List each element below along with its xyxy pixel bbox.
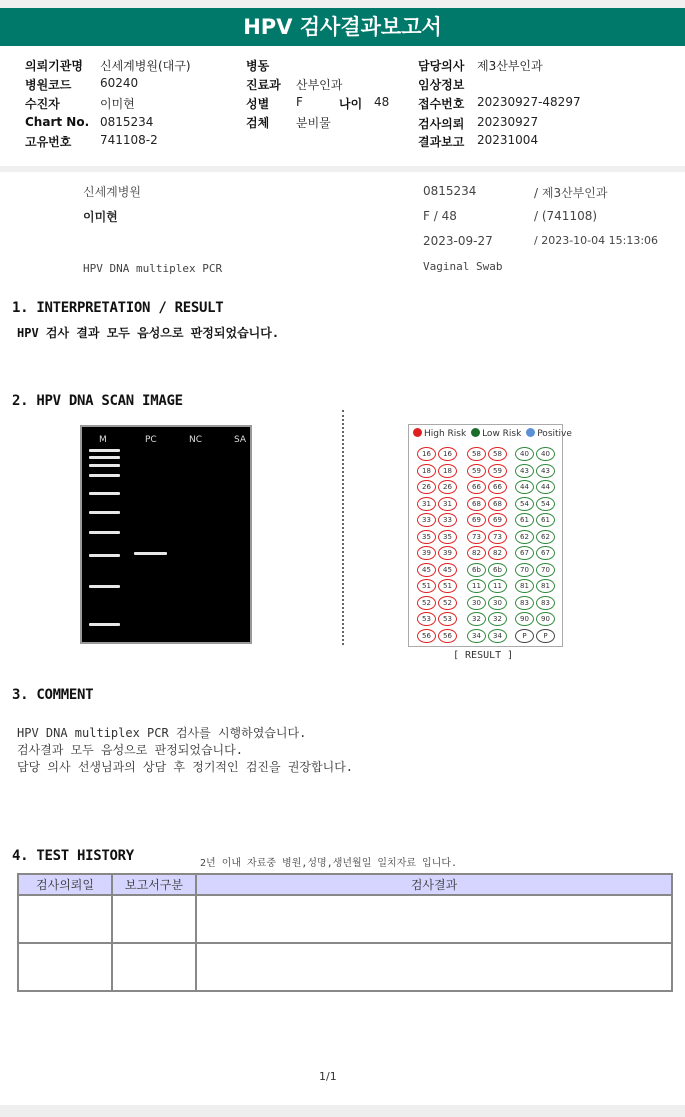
gel-image <box>80 425 252 644</box>
comment-line: 검사결과 모두 음성으로 판정되었습니다. <box>17 743 243 757</box>
gel-lane-label: PC <box>145 435 157 445</box>
hpv-type-cell: 82 <box>467 546 486 560</box>
marker-band <box>89 474 120 477</box>
hpv-type-cell: 39 <box>438 546 457 560</box>
top-strip <box>0 0 685 8</box>
hpv-type-cell: 67 <box>536 546 555 560</box>
info-sex-age: F / 48 <box>423 209 457 223</box>
table-cell <box>112 943 196 991</box>
hpv-type-cell: 33 <box>438 513 457 527</box>
hpv-type-cell: 61 <box>515 513 534 527</box>
hpv-type-cell: 62 <box>515 530 534 544</box>
hpv-type-cell: 32 <box>488 612 507 626</box>
interpretation-text: HPV 검사 결과 모두 음성으로 판정되었습니다. <box>17 326 280 340</box>
field-label: 검사의뢰 <box>418 117 465 131</box>
field-value: 0815234 <box>100 115 154 129</box>
hpv-type-cell: 66 <box>467 480 486 494</box>
hpv-type-cell: 70 <box>515 563 534 577</box>
hpv-type-cell: 59 <box>488 464 507 478</box>
hpv-type-cell: 59 <box>467 464 486 478</box>
hpv-type-cell: 69 <box>467 513 486 527</box>
hpv-type-cell: 6b <box>488 563 507 577</box>
hpv-type-cell: 31 <box>438 497 457 511</box>
section-comment-title: 3. COMMENT <box>12 687 94 703</box>
hpv-type-cell: 31 <box>417 497 436 511</box>
hpv-type-cell: 30 <box>488 596 507 610</box>
section-history-title: 4. TEST HISTORY <box>12 848 134 864</box>
field-label: 병동 <box>246 59 270 73</box>
table-cell <box>18 895 112 943</box>
field-value: 신세계병원(대구) <box>100 59 191 73</box>
gel-lane-label: M <box>99 435 107 445</box>
result-caption: [ RESULT ] <box>453 650 514 661</box>
hpv-type-cell: 33 <box>417 513 436 527</box>
hpv-type-cell: 40 <box>536 447 555 461</box>
hpv-type-cell: 68 <box>488 497 507 511</box>
table-cell <box>196 943 672 991</box>
column-header: 보고서구분 <box>112 874 196 895</box>
hpv-type-cell: 16 <box>438 447 457 461</box>
table-row <box>18 895 672 943</box>
hpv-type-cell: 52 <box>417 596 436 610</box>
field-value: F <box>296 95 303 109</box>
comment-line: HPV DNA multiplex PCR 검사를 시행하였습니다. <box>17 726 307 740</box>
hpv-type-cell: P <box>515 629 534 643</box>
info-request-date: 2023-09-27 <box>423 234 493 248</box>
info-hospital: 신세계병원 <box>83 185 141 199</box>
info-birth: / (741108) <box>534 209 598 223</box>
marker-band <box>89 464 120 467</box>
marker-band <box>89 585 120 588</box>
page-number: 1/1 <box>319 1070 337 1083</box>
hpv-type-cell: 43 <box>515 464 534 478</box>
hpv-type-cell: 56 <box>438 629 457 643</box>
field-label: 접수번호 <box>418 97 465 111</box>
hpv-type-cell: 43 <box>536 464 555 478</box>
pc-band <box>134 552 167 555</box>
marker-band <box>89 511 120 514</box>
hpv-type-cell: 73 <box>467 530 486 544</box>
hpv-type-cell: 16 <box>417 447 436 461</box>
hpv-type-cell: 34 <box>467 629 486 643</box>
table-cell <box>112 895 196 943</box>
hpv-type-cell: 39 <box>417 546 436 560</box>
result-legend <box>413 428 572 439</box>
field-label: 수진자 <box>25 97 60 111</box>
history-note: 2년 이내 자료중 병원,성명,생년월일 일치자료 입니다. <box>200 858 458 869</box>
hpv-type-cell: 30 <box>467 596 486 610</box>
hpv-type-cell: P <box>536 629 555 643</box>
hpv-type-cell: 58 <box>467 447 486 461</box>
field-label: 결과보고 <box>418 135 465 149</box>
hpv-type-cell: 90 <box>536 612 555 626</box>
comment-line: 담당 의사 선생님과의 상담 후 정기적인 검진을 권장합니다. <box>17 760 354 774</box>
gel-lane-label: SA <box>234 435 247 445</box>
section-interpretation-title: 1. INTERPRETATION / RESULT <box>12 300 224 316</box>
field-label: 성별 <box>246 97 270 111</box>
column-header: 검사의뢰일 <box>18 874 112 895</box>
bottom-strip <box>0 1105 685 1117</box>
legend-label: Low Risk <box>482 429 522 439</box>
hpv-type-cell: 54 <box>536 497 555 511</box>
hpv-type-cell: 90 <box>515 612 534 626</box>
hpv-type-cell: 44 <box>536 480 555 494</box>
header-col1-row1 <box>25 57 83 74</box>
hpv-type-cell: 6b <box>467 563 486 577</box>
report-title: HPV 검사결과보고서 <box>0 8 685 46</box>
table-header-row <box>18 874 672 895</box>
field-label: 담당의사 <box>418 59 465 73</box>
hpv-type-cell: 83 <box>536 596 555 610</box>
marker-band <box>89 456 120 459</box>
low-risk-dot <box>471 428 480 437</box>
hpv-type-cell: 52 <box>438 596 457 610</box>
column-header: 검사결과 <box>196 874 672 895</box>
marker-band <box>89 531 120 534</box>
table-cell <box>196 895 672 943</box>
hpv-type-cell: 61 <box>536 513 555 527</box>
field-label: Chart No. <box>25 115 90 129</box>
hpv-type-cell: 54 <box>515 497 534 511</box>
field-value: 이미현 <box>100 97 135 111</box>
hpv-type-cell: 18 <box>438 464 457 478</box>
info-chart: 0815234 <box>423 184 477 198</box>
marker-band <box>89 623 120 626</box>
hpv-type-cell: 26 <box>417 480 436 494</box>
field-value: 제3산부인과 <box>477 59 543 73</box>
hpv-type-cell: 81 <box>515 579 534 593</box>
hpv-type-cell: 18 <box>417 464 436 478</box>
header-separator <box>0 166 685 172</box>
gel-lane-label: NC <box>189 435 203 445</box>
hpv-type-cell: 34 <box>488 629 507 643</box>
hpv-type-cell: 70 <box>536 563 555 577</box>
field-value: 20231004 <box>477 133 539 147</box>
hpv-type-cell: 51 <box>417 579 436 593</box>
marker-band <box>89 449 120 452</box>
hpv-type-cell: 45 <box>417 563 436 577</box>
hpv-type-cell: 26 <box>438 480 457 494</box>
field-label: 임상정보 <box>418 78 465 92</box>
hpv-type-cell: 11 <box>467 579 486 593</box>
hpv-type-cell: 53 <box>438 612 457 626</box>
hpv-type-cell: 51 <box>438 579 457 593</box>
hpv-type-cell: 62 <box>536 530 555 544</box>
field-label: 병원코드 <box>25 78 72 92</box>
hpv-type-cell: 83 <box>515 596 534 610</box>
field-value: 산부인과 <box>296 78 343 92</box>
info-report-datetime: / 2023-10-04 15:13:06 <box>534 234 659 247</box>
hpv-type-cell: 69 <box>488 513 507 527</box>
hpv-type-cell: 56 <box>417 629 436 643</box>
field-label: 고유번호 <box>25 135 72 149</box>
hpv-type-cell: 53 <box>417 612 436 626</box>
legend-label: High Risk <box>424 429 467 439</box>
age-label: 나이 <box>339 97 363 111</box>
field-label: 검체 <box>246 116 270 130</box>
info-dept: / 제3산부인과 <box>534 186 608 200</box>
field-value: 20230927 <box>477 115 539 129</box>
info-patient: 이미현 <box>83 210 118 224</box>
divider-dotted <box>342 410 344 645</box>
hpv-type-cell: 82 <box>488 546 507 560</box>
legend-label: Positive <box>537 429 572 439</box>
table-row <box>18 943 672 991</box>
info-specimen: Vaginal Swab <box>423 260 503 273</box>
field-value: 분비물 <box>296 116 331 130</box>
age-value: 48 <box>374 95 390 109</box>
hpv-type-cell: 11 <box>488 579 507 593</box>
history-table <box>17 873 673 992</box>
hpv-type-cell: 35 <box>438 530 457 544</box>
info-test-name: HPV DNA multiplex PCR <box>83 262 223 275</box>
field-label: 의뢰기관명 <box>25 59 83 73</box>
hpv-type-cell: 40 <box>515 447 534 461</box>
hpv-type-cell: 44 <box>515 480 534 494</box>
result-panel <box>408 424 572 647</box>
hpv-type-cell: 45 <box>438 563 457 577</box>
positive-dot <box>526 428 535 437</box>
hpv-type-cell: 35 <box>417 530 436 544</box>
table-cell <box>18 943 112 991</box>
hpv-type-cell: 66 <box>488 480 507 494</box>
hpv-type-cell: 67 <box>515 546 534 560</box>
hpv-type-cell: 81 <box>536 579 555 593</box>
section-scan-image-title: 2. HPV DNA SCAN IMAGE <box>12 393 183 409</box>
high-risk-dot <box>413 428 422 437</box>
hpv-type-cell: 32 <box>467 612 486 626</box>
marker-band <box>89 554 120 557</box>
field-value: 20230927-48297 <box>477 95 581 109</box>
field-label: 진료과 <box>246 78 281 92</box>
marker-band <box>89 492 120 495</box>
hpv-type-cell: 73 <box>488 530 507 544</box>
hpv-type-cell: 68 <box>467 497 486 511</box>
field-value: 60240 <box>100 76 139 90</box>
field-value: 741108-2 <box>100 133 158 147</box>
hpv-type-cell: 58 <box>488 447 507 461</box>
